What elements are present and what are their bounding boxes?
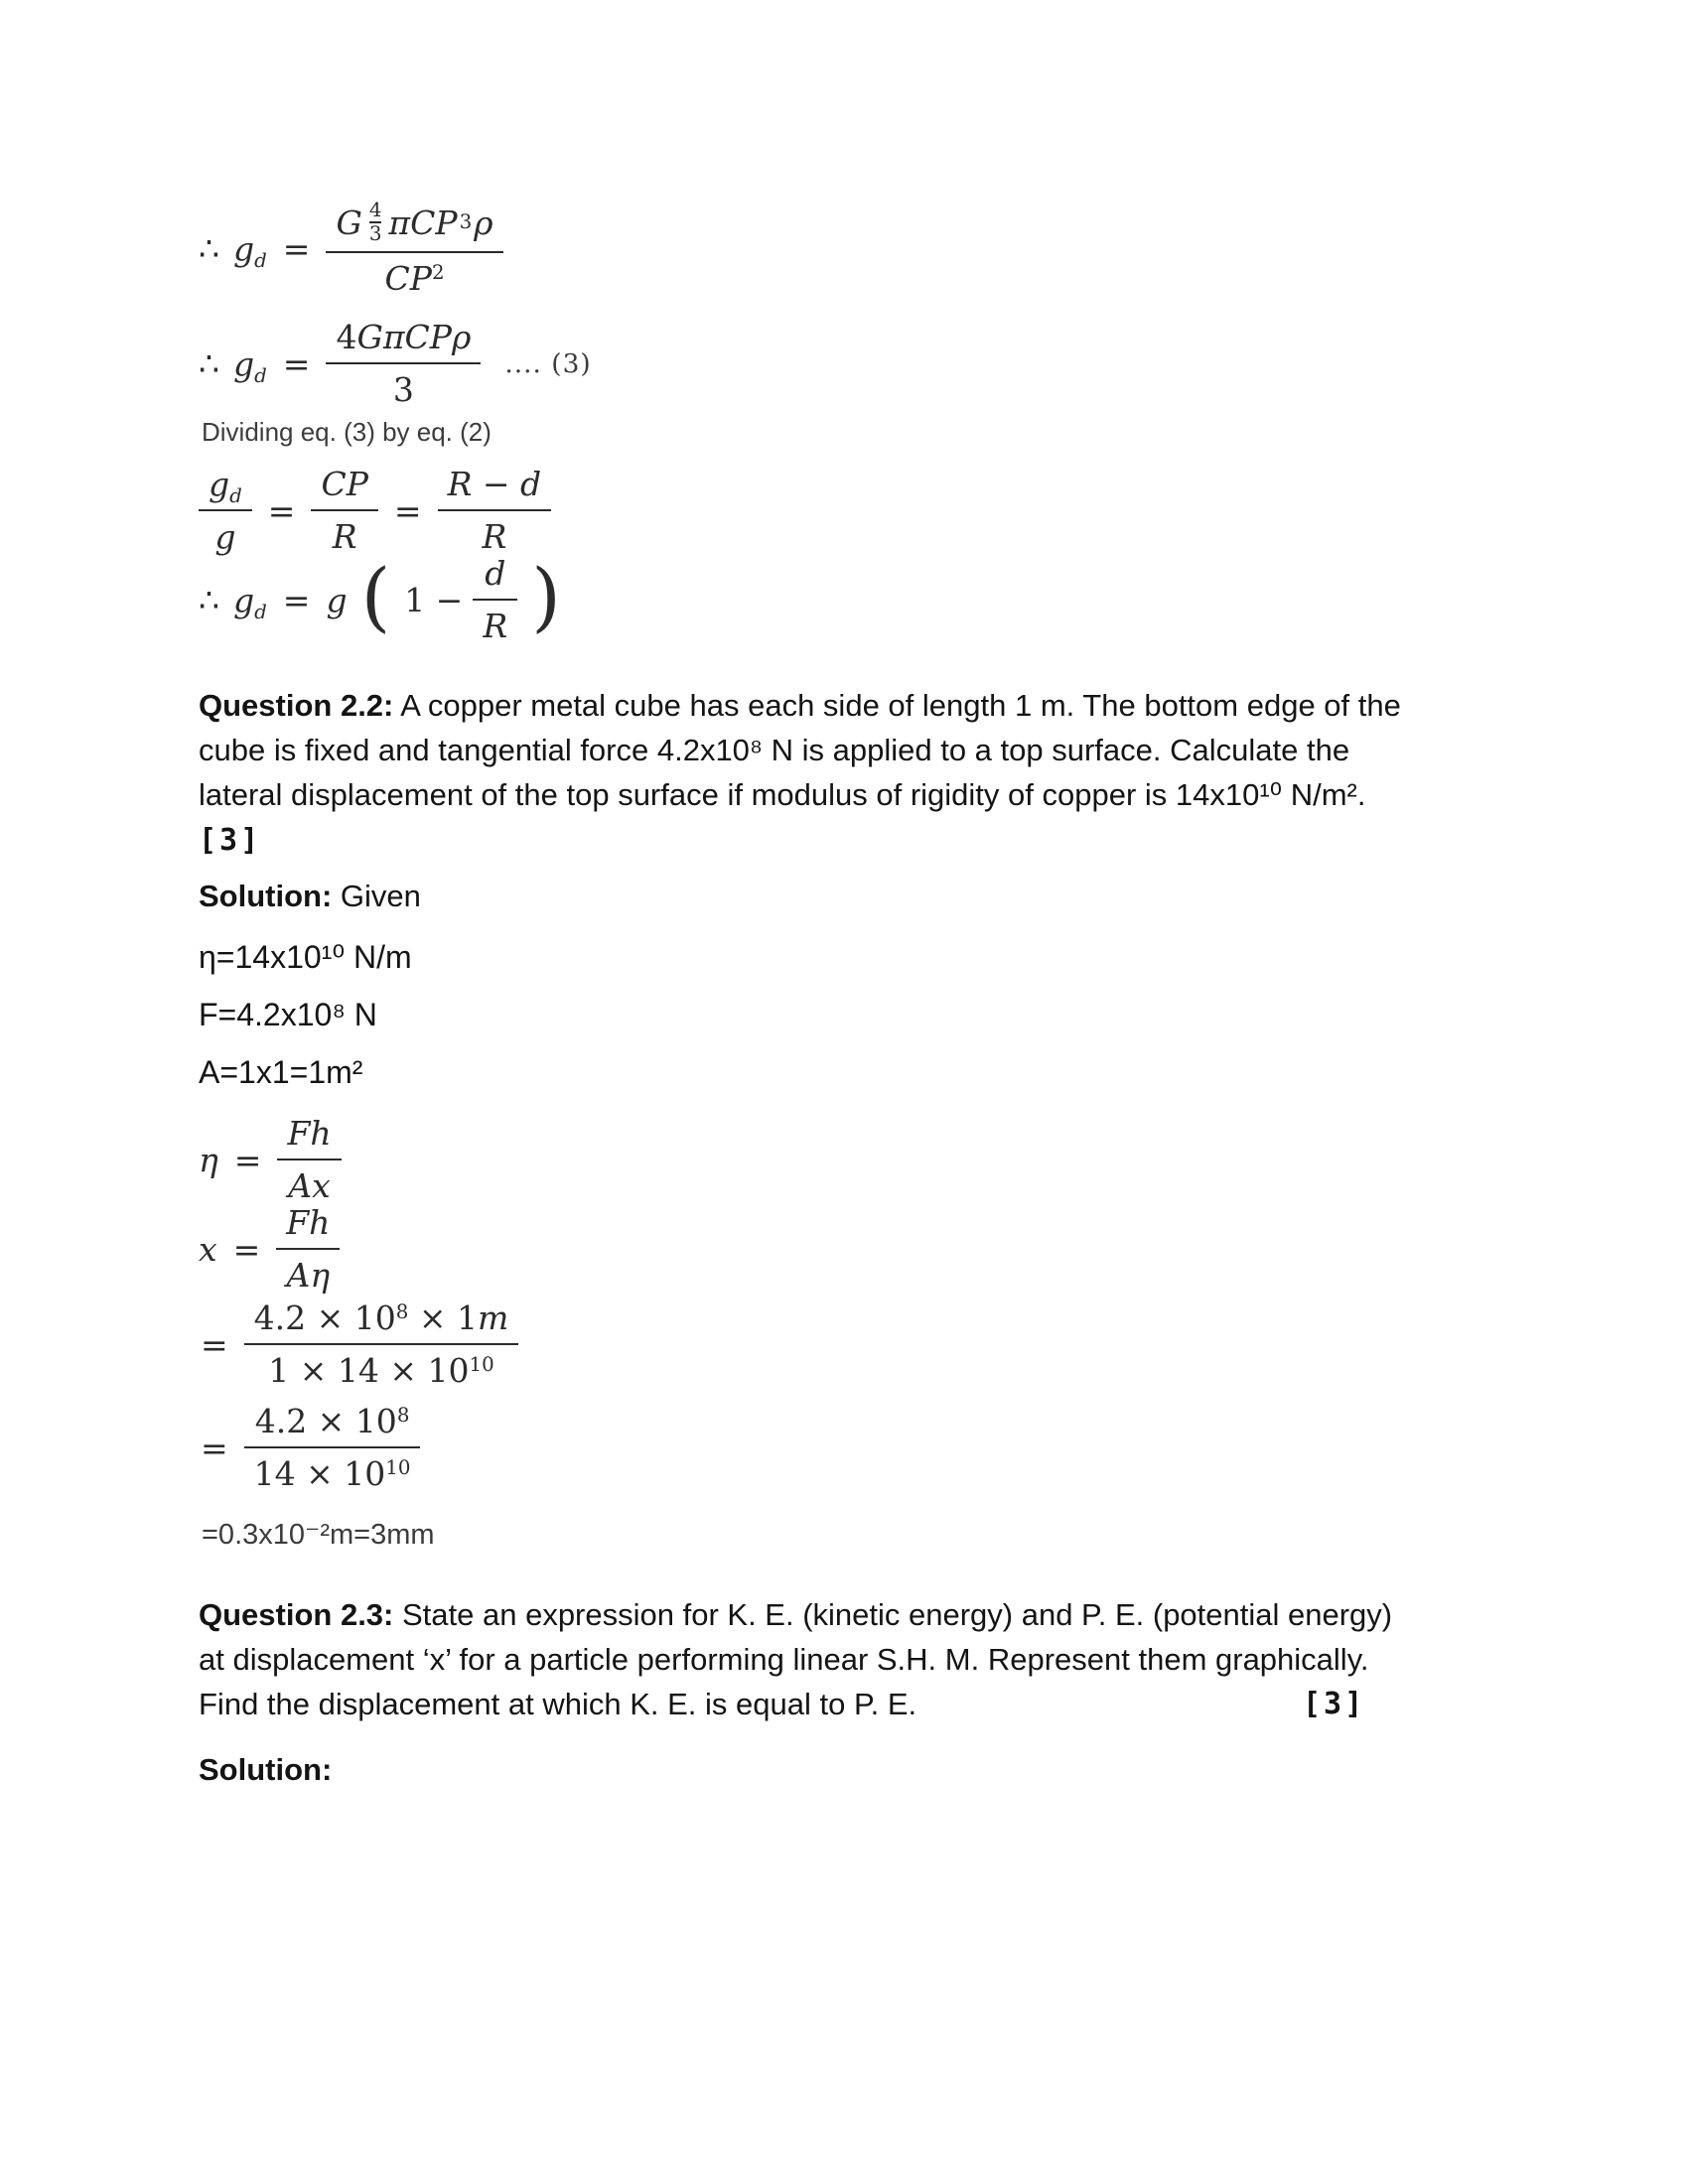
rho-symbol: ρ [474,203,493,242]
question-2-2 [199,683,1401,863]
fraction-Fh-over-Aeta [276,1203,340,1295]
question-2-3-text: at displacement ‘x’ for a particle performing linear S.H. M. Represent them graphically. [199,1642,1369,1677]
question-2-3-line-1 [199,1592,1392,1637]
therefore-symbol: ∴ [199,229,219,269]
solution-2-3-heading [199,1747,332,1792]
equation-number-tag: .... (3) [504,347,592,379]
equals-sign: = [233,1140,262,1179]
question-2-3-text: State an expression for K. E. (kinetic energy) and P. E. (potential energy) [393,1597,1393,1632]
marks-badge: [3] [1303,1687,1366,1721]
fraction-numerator: Fh [287,1114,332,1153]
question-2-2-line-2 [199,728,1401,772]
therefore-symbol: ∴ [199,580,219,619]
fraction-denominator: R [473,599,517,645]
fraction-numerator: R − d [447,465,542,503]
eta-symbol: η [199,1140,218,1179]
question-2-2-text: lateral displacement of the top surface if modulus of rigidity of copper is 14x10¹⁰ N/m². [199,777,1366,812]
CP-symbols: CP [384,258,432,298]
fraction [326,318,481,409]
coefficient-4: 4 [336,318,357,356]
equals-sign: = [282,229,311,269]
question-2-3-text: Find the displacement at which K. E. is equal to P. E. [199,1687,917,1721]
exponent-10: 10 [385,1456,411,1480]
solution-given-text: Given [332,879,421,913]
question-2-2-line-1 [199,683,1401,728]
formula-eta [199,1114,342,1205]
mini-denominator: 3 [368,221,382,245]
solution-2-2-line [199,874,421,918]
fraction-numerator [199,465,252,509]
solution-label: Solution: [199,879,333,913]
four-thirds-minifraction [369,201,382,245]
formula-simplified [199,1402,420,1493]
g-symbol: g [233,343,255,383]
question-2-3 [199,1592,1392,1726]
d-subscript: d [254,600,267,623]
fraction-numerator: d [485,554,506,593]
g-symbol: g [209,465,230,503]
fraction-CP-over-R [311,465,377,556]
question-2-2-marks-line [199,817,1401,863]
G-pi-CP-rho-symbols: GπCPρ [356,318,472,356]
close-parenthesis: ) [531,552,561,640]
numeric-term: × 1 [408,1298,478,1337]
fraction [326,201,502,298]
given-area-value: A=1x1=1m² [199,1054,363,1090]
x-symbol: x [199,1229,217,1269]
g-symbol: g [326,580,348,619]
meter-symbol: m [478,1298,509,1337]
d-subscript: d [229,483,242,507]
fraction-denominator [244,1446,421,1493]
fraction-d-over-R [473,554,517,645]
equals-sign: = [393,490,422,530]
fraction-numerator: CP [321,465,368,503]
d-subscript: d [254,363,267,387]
one-minus-term: 1 − [404,580,464,619]
formula-gd-result [199,554,561,645]
fraction-numerator: Fh [286,1203,331,1242]
given-eta-value: η=14x10¹⁰ N/m [199,939,412,975]
question-2-2-text: A copper metal cube has each side of length 1 m. The bottom edge of the [393,688,1401,723]
g-symbol: g [233,229,255,269]
fraction-numerator [244,1402,421,1446]
mini-numerator: 4 [368,199,382,221]
equals-sign: = [282,343,311,383]
d-subscript: d [254,249,267,273]
formula-x [199,1203,340,1295]
open-parenthesis: ( [360,552,391,640]
numeric-term: 4.2 × 10 [253,1298,396,1337]
numeric-term: 1 × 14 × 10 [268,1351,470,1390]
solution-label: Solution: [199,1752,333,1787]
question-2-2-text: cube is fixed and tangential force 4.2x10⁸ N is applied to a top surface. Calculate the [199,733,1350,767]
equals-sign: = [282,580,311,619]
dividing-note: Dividing eq. (3) by eq. (2) [202,417,492,447]
fraction-numerator: G $\frac{4}{3}$ πCP 3 ρ [336,199,493,245]
formula-gd-fraction-2 [199,318,592,409]
fraction-numerator [244,1298,519,1343]
fraction-R-minus-d-over-R [438,465,552,556]
fraction-Fh-over-Ax [277,1114,341,1205]
fraction-denominator: Ax [277,1159,341,1205]
exponent-10: 10 [469,1353,494,1377]
equals-sign: = [201,1324,228,1364]
fraction-numerator [326,318,481,362]
gd-variable [233,580,267,623]
g-symbol: g [233,580,255,619]
question-2-3-line-3 [199,1682,1392,1726]
marks-badge: [3] [199,823,262,858]
fraction-simplified-values [244,1402,421,1493]
fraction-denominator: R [438,509,552,556]
equals-sign: = [267,490,296,530]
fraction-denominator [244,1343,519,1390]
equals-sign: = [232,1229,261,1269]
squared-exponent: 2 [431,260,445,284]
gd-variable [233,229,267,273]
solution-2-2-heading [199,874,421,918]
fraction-denominator: R [311,509,377,556]
formula-substitution [199,1298,518,1390]
pi-CP-symbols: πCP [388,203,458,242]
fraction-substituted-values [244,1298,519,1390]
fraction-denominator: Aη [276,1248,340,1295]
given-force-value: F=4.2x10⁸ N [199,997,377,1032]
formula-gd-fraction-1 [199,201,503,298]
question-2-3-label: Question 2.3: [199,1597,394,1632]
question-2-3-line-2 [199,1637,1392,1682]
equals-sign: = [201,1428,228,1467]
fraction-denominator: 3 [326,362,481,409]
fraction-denominator: g [199,509,252,556]
fraction-denominator [326,251,502,298]
numeric-term: 14 × 10 [253,1454,386,1493]
numeric-term: 4.2 × 10 [254,1402,397,1440]
question-2-2-label: Question 2.2: [199,688,394,723]
question-2-2-line-3 [199,772,1401,817]
therefore-symbol: ∴ [199,343,219,383]
gd-variable [233,343,267,387]
formula-gd-ratio [199,465,551,556]
solution-2-3-line [199,1747,332,1792]
parenthesis-content [404,554,517,645]
G-symbol: G [336,203,362,242]
exponent-8: 8 [395,1300,409,1324]
fraction-gd-over-g [199,465,252,556]
final-answer: =0.3x10⁻²m=3mm [202,1519,435,1551]
exponent-8: 8 [396,1404,410,1428]
